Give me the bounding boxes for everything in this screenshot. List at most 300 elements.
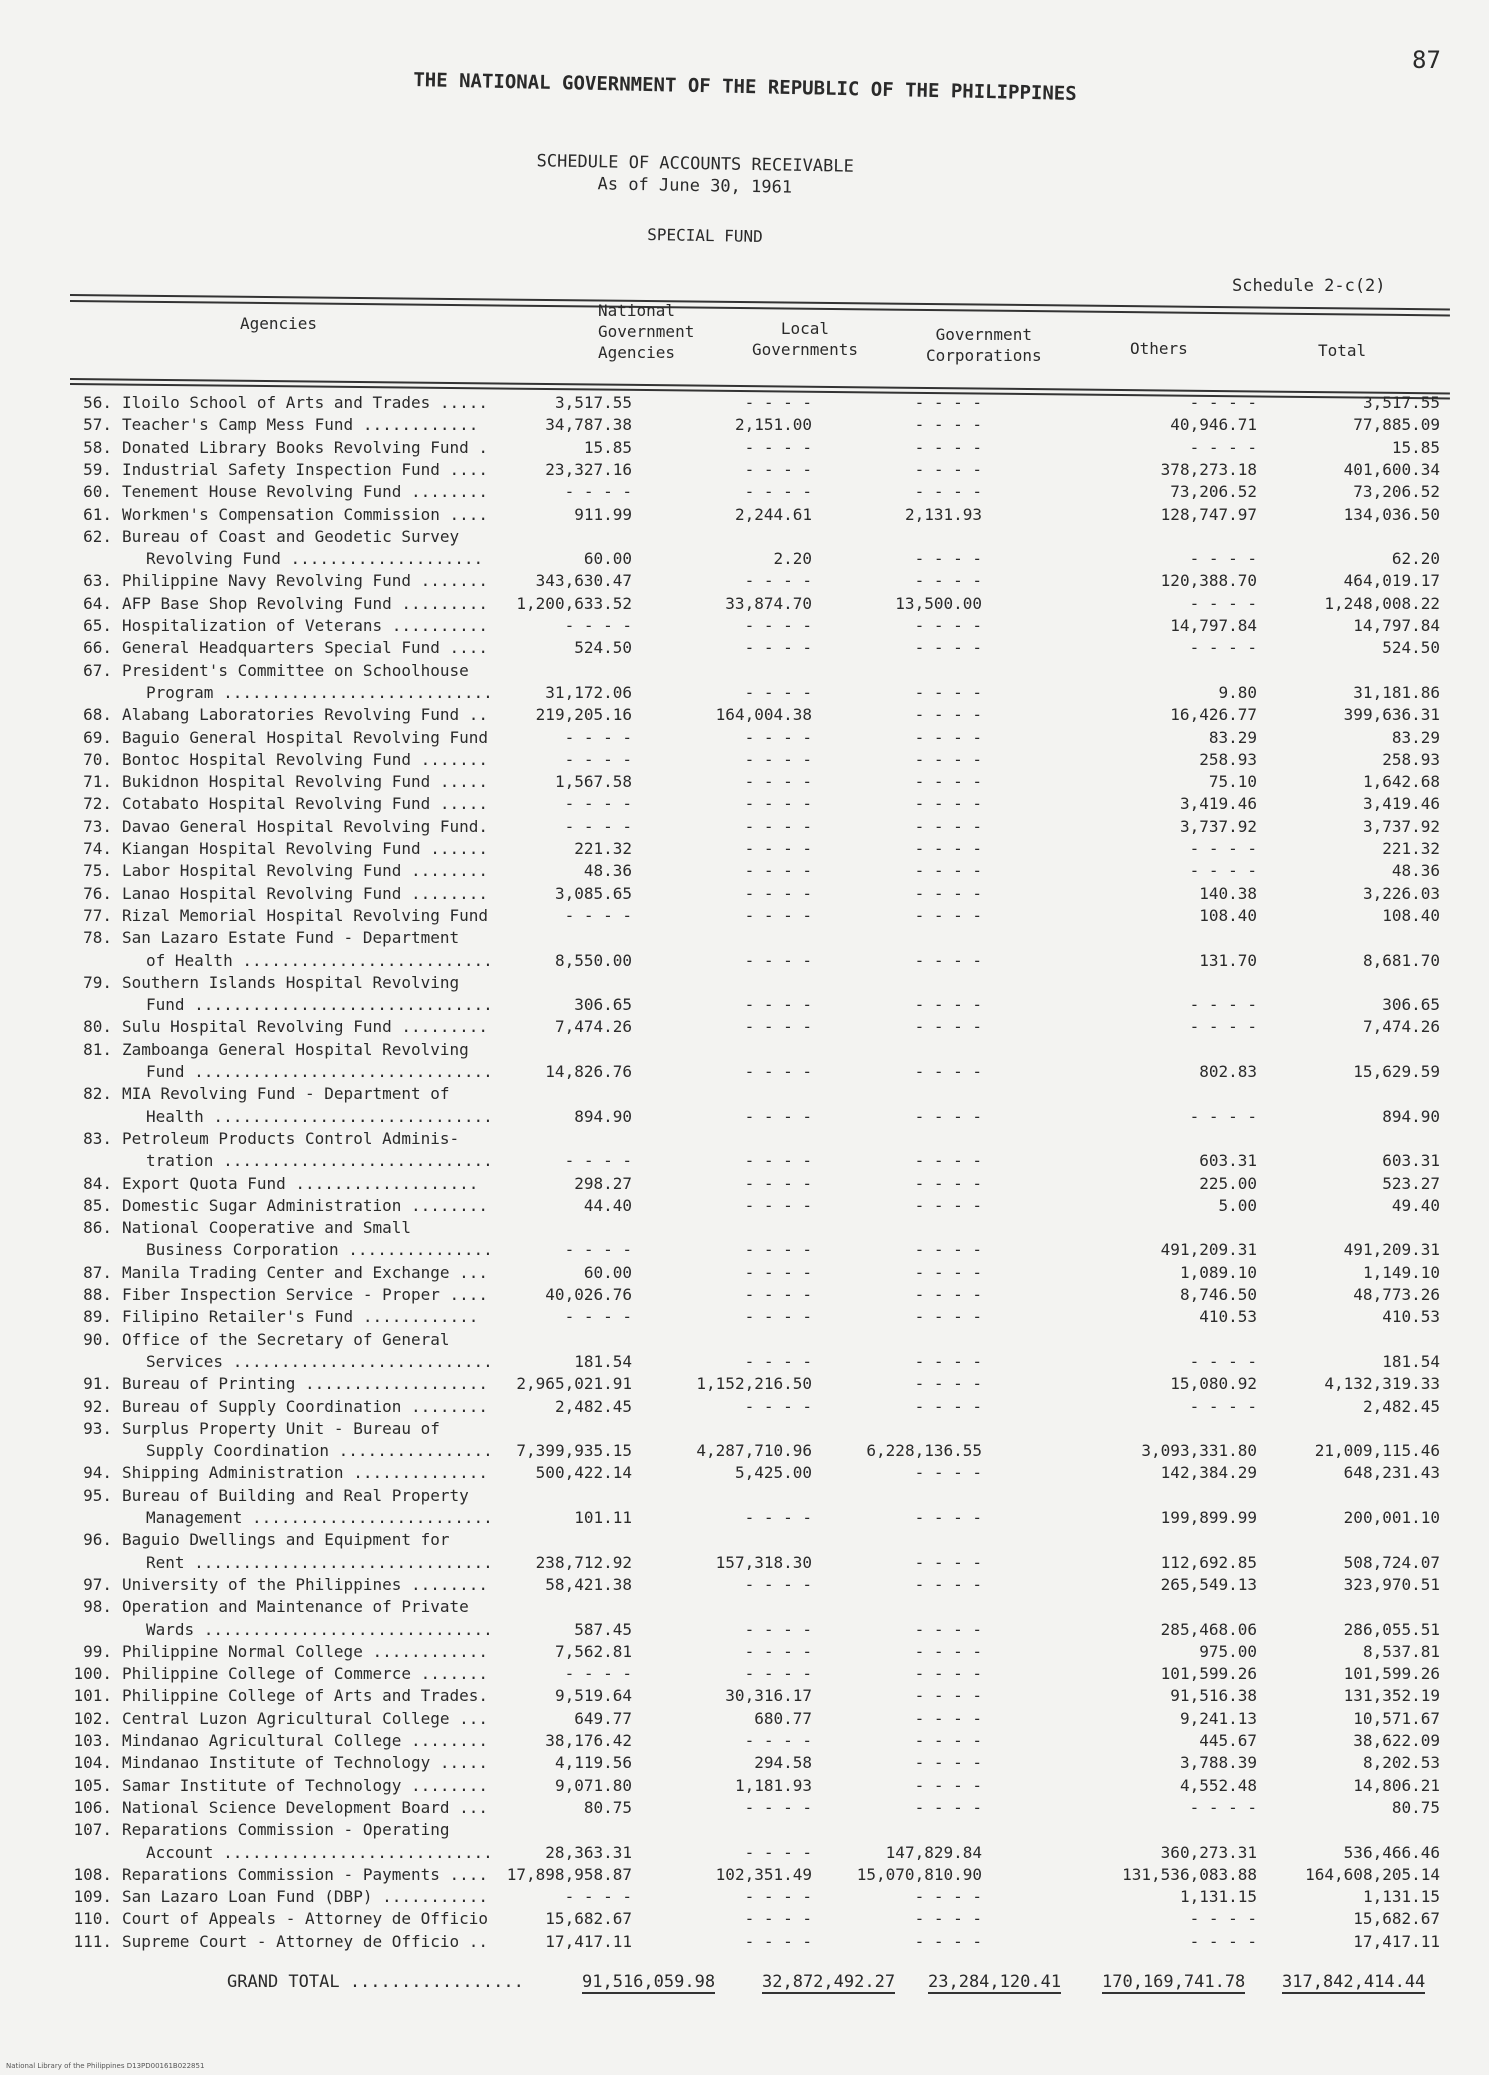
- agency-name: Surplus Property Unit - Bureau of: [122, 1418, 440, 1438]
- gov-corp-amount: - - - -: [914, 1463, 982, 1483]
- others-amount: 131.70: [1199, 950, 1257, 970]
- local-gov-amount: - - - -: [744, 1797, 812, 1817]
- table-row-line: [72, 905, 1452, 927]
- table-row-line: [72, 1485, 1452, 1507]
- total-amount: 323,970.51: [1343, 1574, 1440, 1594]
- national-gov-amount: 7,562.81: [554, 1641, 632, 1661]
- row-number: 88.: [83, 1285, 112, 1304]
- total-amount: 48.36: [1391, 861, 1440, 881]
- national-gov-amount: 298.27: [574, 1173, 632, 1193]
- table-row-line: [72, 660, 1452, 682]
- agency-name: Management .........................: [146, 1508, 493, 1527]
- agency-name: Operation and Maintenance of Private: [122, 1597, 469, 1617]
- local-gov-amount: - - - -: [744, 861, 812, 881]
- agency-name: Domestic Sugar Administration ........: [122, 1195, 489, 1215]
- others-amount: 9.80: [1218, 682, 1257, 702]
- national-gov-amount: 306.65: [574, 995, 632, 1015]
- gov-corp-amount: - - - -: [914, 1931, 982, 1951]
- total-amount: 164,608,205.14: [1305, 1864, 1440, 1884]
- gov-corp-amount: - - - -: [914, 616, 982, 635]
- agency-name: Reparations Commission - Operating: [122, 1820, 450, 1840]
- table-row-line: [72, 1195, 1452, 1217]
- total-amount: 508,724.07: [1343, 1552, 1440, 1572]
- table-row-line: [72, 860, 1452, 882]
- others-amount: 285,468.06: [1160, 1619, 1257, 1639]
- others-amount: 73,206.52: [1170, 482, 1257, 502]
- table-row-line: [72, 1641, 1452, 1663]
- gov-corp-amount: - - - -: [914, 571, 982, 591]
- total-amount: 73,206.52: [1353, 482, 1440, 502]
- row-number: 98.: [83, 1597, 112, 1617]
- local-gov-amount: - - - -: [744, 995, 812, 1015]
- table-row-line: [72, 1396, 1452, 1418]
- total-amount: 524.50: [1382, 638, 1440, 658]
- national-gov-amount: 4,119.56: [554, 1753, 632, 1773]
- agency-name: Philippine Normal College ............: [122, 1641, 489, 1661]
- local-gov-amount: - - - -: [744, 1173, 812, 1193]
- local-gov-amount: - - - -: [744, 459, 812, 479]
- table-row-line: [72, 1864, 1452, 1886]
- total-amount: 1,149.10: [1362, 1262, 1440, 1282]
- gov-corp-amount: - - - -: [914, 1195, 982, 1215]
- others-amount: 1,131.15: [1179, 1887, 1257, 1907]
- table-row-line: [72, 771, 1452, 793]
- total-amount: 49.40: [1391, 1195, 1440, 1215]
- national-gov-amount: - - - -: [564, 1887, 632, 1907]
- national-gov-amount: 3,085.65: [554, 883, 632, 903]
- total-amount: 399,636.31: [1343, 705, 1440, 725]
- gov-corp-amount: - - - -: [914, 861, 982, 881]
- row-number: 111.: [73, 1931, 112, 1951]
- local-gov-amount: - - - -: [744, 1307, 812, 1327]
- table-row-line: [72, 481, 1452, 503]
- national-gov-amount: 38,176.42: [545, 1731, 632, 1750]
- agency-name: General Headquarters Special Fund ....: [122, 638, 489, 658]
- agency-name: Rent ...............................: [146, 1552, 493, 1572]
- total-amount: 8,681.70: [1362, 950, 1440, 970]
- local-gov-amount: - - - -: [744, 638, 812, 658]
- fund-label: SPECIAL FUND: [647, 224, 763, 247]
- national-gov-amount: - - - -: [564, 482, 632, 502]
- row-number: 93.: [83, 1418, 112, 1438]
- table-row-line: [72, 593, 1452, 615]
- local-gov-amount: - - - -: [744, 727, 812, 747]
- agency-name: Alabang Laboratories Revolving Fund ..: [122, 705, 489, 725]
- total-amount: 258.93: [1382, 749, 1440, 769]
- total-amount: 15,629.59: [1353, 1062, 1440, 1081]
- agency-name: Central Luzon Agricultural College ...: [122, 1708, 489, 1728]
- total-amount: 14,797.84: [1353, 616, 1440, 635]
- table-row-line: [72, 1039, 1452, 1061]
- local-gov-amount: - - - -: [744, 393, 812, 412]
- grand-total-label: GRAND TOTAL .................: [227, 1972, 524, 1992]
- others-amount: 91,516.38: [1170, 1686, 1257, 1706]
- agency-name: San Lazaro Loan Fund (DBP) ...........: [122, 1887, 489, 1907]
- others-amount: 75.10: [1208, 772, 1257, 792]
- grand-total-lg: 32,872,492.27: [762, 1972, 896, 1992]
- total-amount: 523.27: [1382, 1173, 1440, 1193]
- table-row-line: [72, 392, 1452, 414]
- others-amount: 360,273.31: [1160, 1842, 1257, 1862]
- gov-corp-amount: - - - -: [914, 549, 982, 569]
- agency-name: Supply Coordination ................: [146, 1441, 493, 1461]
- gov-corp-amount: - - - -: [914, 995, 982, 1015]
- row-number: 107.: [73, 1820, 112, 1840]
- gov-corp-amount: - - - -: [914, 1062, 982, 1081]
- gov-corp-amount: - - - -: [914, 1396, 982, 1416]
- total-amount: 17,417.11: [1353, 1931, 1440, 1951]
- total-amount: 464,019.17: [1343, 571, 1440, 591]
- local-gov-amount: 294.58: [754, 1753, 812, 1773]
- table-row-line: [72, 1819, 1452, 1841]
- local-gov-amount: - - - -: [744, 749, 812, 769]
- row-number: 60.: [83, 482, 112, 502]
- national-gov-amount: 894.90: [574, 1106, 632, 1126]
- table-row-line: [72, 1619, 1452, 1641]
- total-amount: 14,806.21: [1353, 1775, 1440, 1795]
- agency-name: tration ............................: [146, 1151, 493, 1171]
- national-gov-amount: 44.40: [583, 1195, 632, 1215]
- local-gov-amount: - - - -: [744, 1285, 812, 1304]
- row-number: 97.: [83, 1574, 112, 1594]
- table-row-line: [72, 1262, 1452, 1284]
- table-row-line: [72, 1173, 1452, 1195]
- agency-name: Export Quota Fund ...................: [122, 1173, 479, 1193]
- local-gov-amount: - - - -: [744, 1262, 812, 1282]
- table-row-line: [72, 414, 1452, 436]
- local-gov-amount: 2,151.00: [734, 415, 812, 435]
- gov-corp-amount: - - - -: [914, 1574, 982, 1594]
- table-row-line: [72, 727, 1452, 749]
- agency-name: Supreme Court - Attorney de Officio ..: [122, 1931, 489, 1951]
- others-amount: 3,737.92: [1179, 816, 1257, 836]
- gov-corp-amount: - - - -: [914, 682, 982, 702]
- total-amount: 10,571.67: [1353, 1708, 1440, 1728]
- row-number: 108.: [73, 1864, 112, 1884]
- row-number: 86.: [83, 1218, 112, 1238]
- local-gov-amount: - - - -: [744, 772, 812, 792]
- table-row-line: [72, 1730, 1452, 1752]
- table-row-line: [72, 950, 1452, 972]
- local-gov-amount: 33,874.70: [725, 593, 812, 613]
- gov-corp-amount: - - - -: [914, 883, 982, 903]
- agency-name: of Health ..........................: [146, 950, 493, 970]
- agency-name: Cotabato Hospital Revolving Fund .....: [122, 794, 489, 814]
- others-amount: 9,241.13: [1179, 1708, 1257, 1728]
- total-amount: 286,055.51: [1343, 1619, 1440, 1639]
- national-gov-amount: - - - -: [564, 616, 632, 635]
- others-amount: - - - -: [1189, 839, 1257, 858]
- row-number: 64.: [83, 593, 112, 613]
- row-number: 56.: [83, 393, 112, 412]
- national-gov-amount: 80.75: [583, 1797, 632, 1817]
- others-amount: 8,746.50: [1179, 1285, 1257, 1304]
- table-row-line: [72, 1373, 1452, 1395]
- row-number: 62.: [83, 526, 112, 546]
- row-number: 92.: [83, 1396, 112, 1416]
- agency-name: Bureau of Coast and Geodetic Survey: [122, 526, 460, 546]
- table-row-line: [72, 570, 1452, 592]
- table-row-line: [72, 1016, 1452, 1038]
- agency-name: Baguio Dwellings and Equipment for: [122, 1530, 450, 1550]
- row-number: 110.: [73, 1909, 112, 1929]
- agency-name: Court of Appeals - Attorney de Officio: [122, 1909, 489, 1929]
- others-amount: - - - -: [1189, 1351, 1257, 1371]
- grand-total-ng: 91,516,059.98: [582, 1972, 716, 1992]
- table-row-line: [72, 972, 1452, 994]
- national-gov-amount: 23,327.16: [545, 459, 632, 479]
- national-gov-amount: 587.45: [574, 1619, 632, 1639]
- row-number: 87.: [83, 1262, 112, 1282]
- row-number: 102.: [73, 1708, 112, 1728]
- gov-corp-amount: - - - -: [914, 1508, 982, 1527]
- local-gov-amount: - - - -: [744, 1574, 812, 1594]
- national-gov-amount: 7,399,935.15: [516, 1441, 632, 1461]
- local-gov-amount: 1,152,216.50: [696, 1374, 812, 1394]
- total-amount: 101,599.26: [1343, 1664, 1440, 1684]
- total-amount: 38,622.09: [1353, 1731, 1440, 1750]
- total-amount: 200,001.10: [1343, 1508, 1440, 1527]
- table-row-line: [72, 1418, 1452, 1440]
- national-gov-amount: 649.77: [574, 1708, 632, 1728]
- gov-corp-amount: 15,070,810.90: [856, 1864, 982, 1884]
- gov-corp-amount: - - - -: [914, 482, 982, 502]
- local-gov-amount: - - - -: [744, 482, 812, 502]
- row-number: 57.: [83, 415, 112, 435]
- row-number: 79.: [83, 972, 112, 992]
- others-amount: - - - -: [1189, 593, 1257, 613]
- total-amount: 4,132,319.33: [1324, 1374, 1440, 1394]
- table-row-line: [72, 1061, 1452, 1083]
- national-gov-amount: 15.85: [583, 437, 632, 457]
- others-amount: 142,384.29: [1160, 1463, 1257, 1483]
- others-amount: - - - -: [1189, 1931, 1257, 1951]
- agency-name: Fund ...............................: [146, 1062, 493, 1081]
- agency-name: Account ............................: [146, 1842, 493, 1862]
- total-amount: 221.32: [1382, 839, 1440, 858]
- row-number: 89.: [83, 1307, 112, 1327]
- table-row-line: [72, 1596, 1452, 1618]
- row-number: 78.: [83, 928, 112, 948]
- table-row-line: [72, 1150, 1452, 1172]
- total-amount: 1,131.15: [1362, 1887, 1440, 1907]
- national-gov-amount: - - - -: [564, 727, 632, 747]
- agency-name: Davao General Hospital Revolving Fund.: [122, 816, 489, 836]
- total-amount: 15,682.67: [1353, 1909, 1440, 1929]
- row-number: 61.: [83, 504, 112, 524]
- table-row-line: [72, 994, 1452, 1016]
- others-amount: 83.29: [1208, 727, 1257, 747]
- table-row-line: [72, 1106, 1452, 1128]
- gov-corp-amount: - - - -: [914, 1285, 982, 1304]
- national-gov-amount: 48.36: [583, 861, 632, 881]
- national-gov-amount: 9,519.64: [554, 1686, 632, 1706]
- agency-name: Iloilo School of Arts and Trades .....: [122, 393, 489, 412]
- local-gov-amount: - - - -: [744, 1396, 812, 1416]
- local-gov-amount: - - - -: [744, 1351, 812, 1371]
- col-header-gov-corps: [926, 324, 1042, 366]
- page-number: 87: [1412, 46, 1441, 74]
- total-amount: 7,474.26: [1362, 1017, 1440, 1037]
- table-row-line: [72, 504, 1452, 526]
- national-gov-amount: - - - -: [564, 1664, 632, 1684]
- col-header-ng-line3: Agencies: [598, 343, 676, 362]
- gov-corp-amount: - - - -: [914, 437, 982, 457]
- others-amount: 258.93: [1199, 749, 1257, 769]
- total-amount: 181.54: [1382, 1351, 1440, 1371]
- national-gov-amount: 34,787.38: [545, 415, 632, 435]
- table-row-line: [72, 1351, 1452, 1373]
- national-gov-amount: 40,026.76: [545, 1285, 632, 1304]
- gov-corp-amount: - - - -: [914, 459, 982, 479]
- agency-name: San Lazaro Estate Fund - Department: [122, 928, 460, 948]
- table-row-line: [72, 1462, 1452, 1484]
- row-number: 65.: [83, 616, 112, 635]
- agency-name: Bontoc Hospital Revolving Fund .......: [122, 749, 489, 769]
- gov-corp-amount: - - - -: [914, 1351, 982, 1371]
- table-row-line: [72, 704, 1452, 726]
- total-amount: 894.90: [1382, 1106, 1440, 1126]
- row-number: 95.: [83, 1485, 112, 1505]
- national-gov-amount: 31,172.06: [545, 682, 632, 702]
- total-amount: 3,226.03: [1362, 883, 1440, 903]
- national-gov-amount: 60.00: [583, 1262, 632, 1282]
- row-number: 90.: [83, 1329, 112, 1349]
- total-amount: 8,537.81: [1362, 1641, 1440, 1661]
- row-number: 83.: [83, 1128, 112, 1148]
- national-gov-amount: 524.50: [574, 638, 632, 658]
- agency-name: Sulu Hospital Revolving Fund .........: [122, 1017, 489, 1037]
- others-amount: 3,788.39: [1179, 1753, 1257, 1773]
- others-amount: 108.40: [1199, 905, 1257, 925]
- table-row-line: [72, 1685, 1452, 1707]
- local-gov-amount: - - - -: [744, 437, 812, 457]
- others-amount: - - - -: [1189, 1106, 1257, 1126]
- gov-corp-amount: - - - -: [914, 794, 982, 814]
- row-number: 73.: [83, 816, 112, 836]
- table-row-line: [72, 1128, 1452, 1150]
- table-row-line: [72, 1329, 1452, 1351]
- total-amount: 80.75: [1391, 1797, 1440, 1817]
- agency-name: Fiber Inspection Service - Proper ....: [122, 1285, 489, 1304]
- others-amount: 199,899.99: [1160, 1508, 1257, 1527]
- agency-name: Zamboanga General Hospital Revolving: [122, 1039, 469, 1059]
- agency-name: Industrial Safety Inspection Fund ....: [122, 459, 489, 479]
- row-number: 63.: [83, 571, 112, 591]
- table-row-line: [72, 749, 1452, 771]
- table-row-line: [72, 637, 1452, 659]
- gov-corp-amount: - - - -: [914, 727, 982, 747]
- table-row-line: [72, 526, 1452, 548]
- agency-name: Baguio General Hospital Revolving Fund: [122, 727, 489, 747]
- others-amount: - - - -: [1189, 549, 1257, 569]
- national-gov-amount: - - - -: [564, 794, 632, 814]
- table-row-line: [72, 1440, 1452, 1462]
- total-amount: 603.31: [1382, 1151, 1440, 1171]
- gov-corp-amount: - - - -: [914, 839, 982, 858]
- national-gov-amount: 1,200,633.52: [516, 593, 632, 613]
- local-gov-amount: - - - -: [744, 1619, 812, 1639]
- national-gov-amount: 28,363.31: [545, 1842, 632, 1862]
- agency-name: National Cooperative and Small: [122, 1218, 411, 1238]
- national-gov-amount: 58,421.38: [545, 1574, 632, 1594]
- table-row-line: [72, 1552, 1452, 1574]
- table-row-line: [72, 682, 1452, 704]
- gov-corp-amount: - - - -: [914, 638, 982, 658]
- table-row-line: [72, 1908, 1452, 1930]
- gov-corp-amount: 147,829.84: [885, 1842, 982, 1862]
- national-gov-amount: 1,567.58: [554, 772, 632, 792]
- agency-name: AFP Base Shop Revolving Fund .........: [122, 593, 489, 613]
- table-row-line: [72, 816, 1452, 838]
- agency-name: Teacher's Camp Mess Fund ............: [122, 415, 479, 435]
- agency-name: Philippine Navy Revolving Fund .......: [122, 571, 489, 591]
- local-gov-amount: - - - -: [744, 1842, 812, 1862]
- agency-name: MIA Revolving Fund - Department of: [122, 1084, 450, 1104]
- others-amount: 131,536,083.88: [1122, 1864, 1257, 1884]
- agency-name: Health .............................: [146, 1106, 493, 1126]
- agency-name: Petroleum Products Control Adminis-: [122, 1128, 460, 1148]
- agency-name: Shipping Administration ..............: [122, 1463, 489, 1483]
- table-row-line: [72, 1529, 1452, 1551]
- agency-name: Wards ..............................: [146, 1619, 493, 1639]
- others-amount: 5.00: [1218, 1195, 1257, 1215]
- gov-corp-amount: - - - -: [914, 1106, 982, 1126]
- row-number: 59.: [83, 459, 112, 479]
- row-number: 76.: [83, 883, 112, 903]
- gov-corp-amount: - - - -: [914, 749, 982, 769]
- archive-footer: National Library of the Philippines D13PD00161B022851: [6, 2062, 205, 2070]
- document-title: THE NATIONAL GOVERNMENT OF THE REPUBLIC OF THE PHILIPPINES: [413, 69, 1077, 105]
- gov-corp-amount: 6,228,136.55: [866, 1441, 982, 1461]
- others-amount: 140.38: [1199, 883, 1257, 903]
- local-gov-amount: - - - -: [744, 571, 812, 591]
- others-amount: - - - -: [1189, 437, 1257, 457]
- row-number: 75.: [83, 861, 112, 881]
- gov-corp-amount: - - - -: [914, 705, 982, 725]
- row-number: 70.: [83, 749, 112, 769]
- agency-name: Workmen's Compensation Commission ....: [122, 504, 489, 524]
- gov-corp-amount: - - - -: [914, 415, 982, 435]
- total-amount: 48,773.26: [1353, 1285, 1440, 1304]
- national-gov-amount: - - - -: [564, 1151, 632, 1171]
- gov-corp-amount: - - - -: [914, 393, 982, 412]
- total-amount: 3,419.46: [1362, 794, 1440, 814]
- others-amount: - - - -: [1189, 1797, 1257, 1817]
- others-amount: 225.00: [1199, 1173, 1257, 1193]
- gov-corp-amount: 2,131.93: [904, 504, 982, 524]
- agency-name: Business Corporation ...............: [146, 1240, 493, 1260]
- table-row-line: [72, 1775, 1452, 1797]
- local-gov-amount: - - - -: [744, 950, 812, 970]
- gov-corp-amount: - - - -: [914, 1775, 982, 1795]
- agency-name: Lanao Hospital Revolving Fund ........: [122, 883, 489, 903]
- others-amount: - - - -: [1189, 638, 1257, 658]
- local-gov-amount: - - - -: [744, 1106, 812, 1126]
- national-gov-amount: 3,517.55: [554, 393, 632, 412]
- national-gov-amount: 2,965,021.91: [516, 1374, 632, 1394]
- row-number: 106.: [73, 1797, 112, 1817]
- national-gov-amount: 9,071.80: [554, 1775, 632, 1795]
- gov-corp-amount: - - - -: [914, 1686, 982, 1706]
- row-number: 103.: [73, 1731, 112, 1750]
- total-amount: 131,352.19: [1343, 1686, 1440, 1706]
- gov-corp-amount: - - - -: [914, 950, 982, 970]
- local-gov-amount: 2.20: [773, 549, 812, 569]
- col-header-ng-line2: Government: [598, 322, 695, 341]
- local-gov-amount: - - - -: [744, 1909, 812, 1929]
- others-amount: - - - -: [1189, 393, 1257, 412]
